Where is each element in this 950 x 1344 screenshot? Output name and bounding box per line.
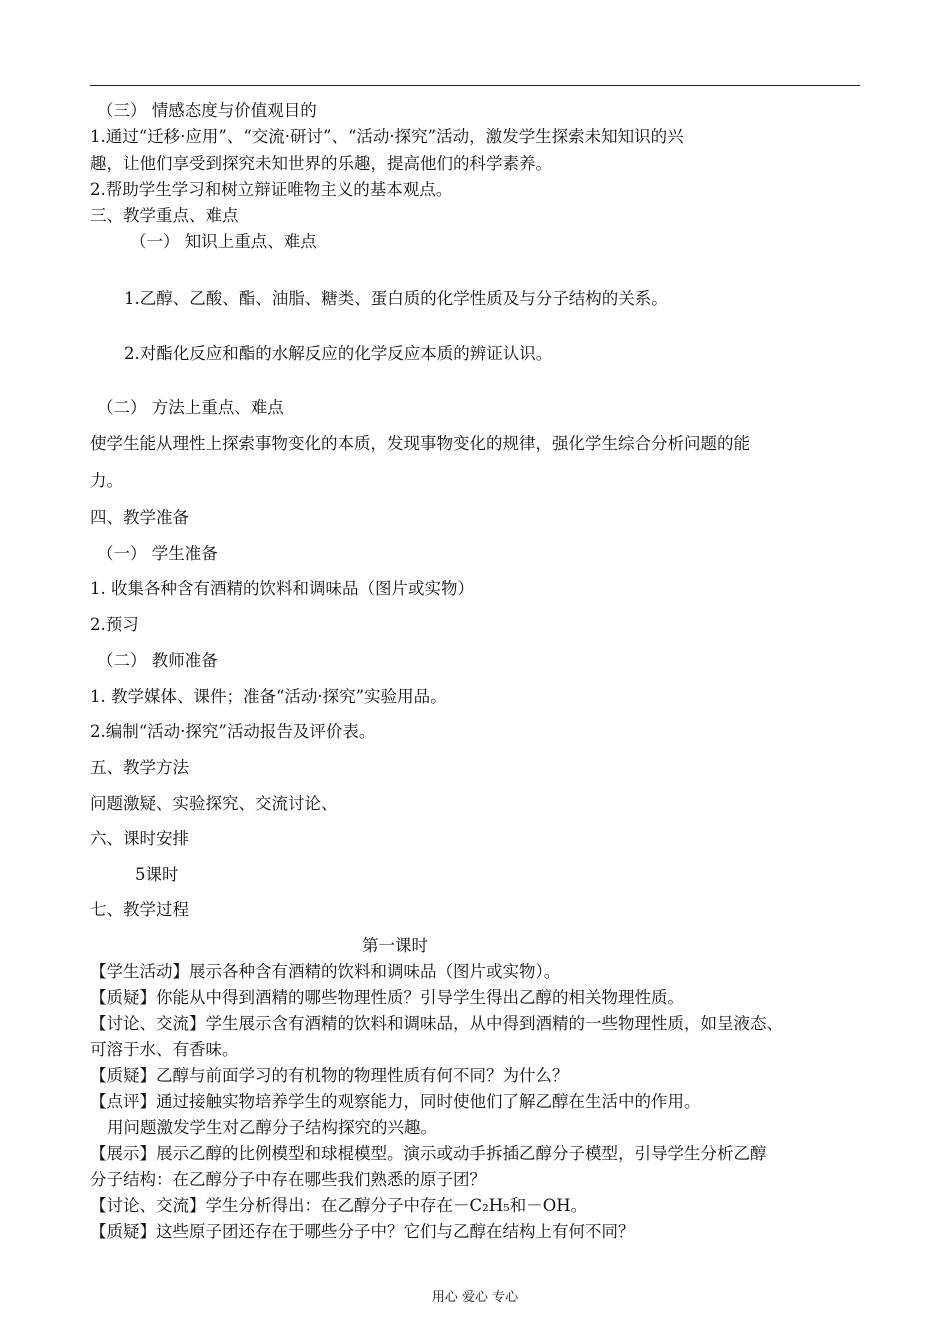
- subheading: （二） 教师准备: [97, 651, 218, 670]
- paragraph-line: 【讨论、交流】学生展示含有酒精的饮料和调味品，从中得到酒精的一些物理性质，如呈液态、: [90, 1014, 783, 1033]
- paragraph-line: 分子结构：在乙醇分子中存在哪些我们熟悉的原子团？: [90, 1170, 486, 1189]
- paragraph-line: 趣，让他们享受到探究未知世界的乐趣，提高他们的科学素养。: [90, 154, 552, 173]
- paragraph-line: 可溶于水、有香味。: [90, 1040, 239, 1059]
- paragraph-line: 2.预习: [90, 615, 139, 634]
- paragraph-line: 2.帮助学生学习和树立辩证唯物主义的基本观点。: [90, 180, 453, 199]
- paragraph-line: 【学生活动】展示各种含有酒精的饮料和调味品（图片或实物）。: [90, 962, 561, 981]
- paragraph-line: 【质疑】这些原子团还存在于哪些分子中？它们与乙醇在结构上有何不同？: [90, 1222, 635, 1241]
- paragraph-line: 1. 收集各种含有酒精的饮料和调味品（图片或实物）: [90, 579, 474, 598]
- subheading: （二） 方法上重点、难点: [97, 398, 284, 417]
- subheading: （一） 知识上重点、难点: [130, 232, 317, 251]
- paragraph-line: 1.通过“迁移·应用”、“交流·研讨”、“活动·探究”活动，激发学生探索未知知识的兴: [90, 127, 684, 146]
- subheading-emotion-goals: （三） 情感态度与价值观目的: [97, 101, 317, 120]
- paragraph-line: 问题激疑、实验探究、交流讨论、: [90, 794, 338, 813]
- paragraph-line: 5课时: [135, 865, 179, 884]
- header-rule: [90, 85, 860, 86]
- paragraph-line: 使学生能从理性上探索事物变化的本质，发现事物变化的规律，强化学生综合分析问题的能: [90, 434, 750, 453]
- paragraph-line: 【质疑】你能从中得到酒精的哪些物理性质？引导学生得出乙醇的相关物理性质。: [90, 988, 684, 1007]
- section-heading: 七、教学过程: [90, 900, 189, 919]
- page-footer: 用心 爱心 专心: [431, 1290, 519, 1305]
- section-heading: 三、教学重点、难点: [90, 206, 239, 225]
- paragraph-line: 2.对酯化反应和酯的水解反应的化学反应本质的辨证认识。: [124, 344, 553, 363]
- subheading: （一） 学生准备: [97, 544, 218, 563]
- section-heading: 六、课时安排: [90, 829, 189, 848]
- paragraph-line: 【展示】展示乙醇的比例模型和球棍模型。演示或动手拆插乙醇分子模型，引导学生分析乙醇: [90, 1144, 767, 1163]
- paragraph-line: 1.乙醇、乙酸、酯、油脂、糖类、蛋白质的化学性质及与分子结构的关系。: [124, 289, 668, 308]
- paragraph-line: 【质疑】乙醇与前面学习的有机物的物理性质有何不同？为什么？: [90, 1066, 569, 1085]
- section-heading: 五、教学方法: [90, 758, 189, 777]
- paragraph-line: 【点评】通过接触实物培养学生的观察能力，同时使他们了解乙醇在生活中的作用。: [90, 1092, 701, 1111]
- lesson-title: 第一课时: [362, 936, 428, 955]
- paragraph-line: 用问题激发学生对乙醇分子结构探究的兴趣。: [107, 1118, 437, 1137]
- paragraph-line: 1. 教学媒体、课件；准备“活动·探究”实验用品。: [90, 687, 447, 706]
- paragraph-line: 【讨论、交流】学生分析得出：在乙醇分子中存在－C₂H₅和－OH。: [90, 1196, 588, 1215]
- section-heading: 四、教学准备: [90, 508, 189, 527]
- paragraph-line: 2.编制“活动·探究”活动报告及评价表。: [90, 722, 376, 741]
- paragraph-line: 力。: [90, 471, 123, 490]
